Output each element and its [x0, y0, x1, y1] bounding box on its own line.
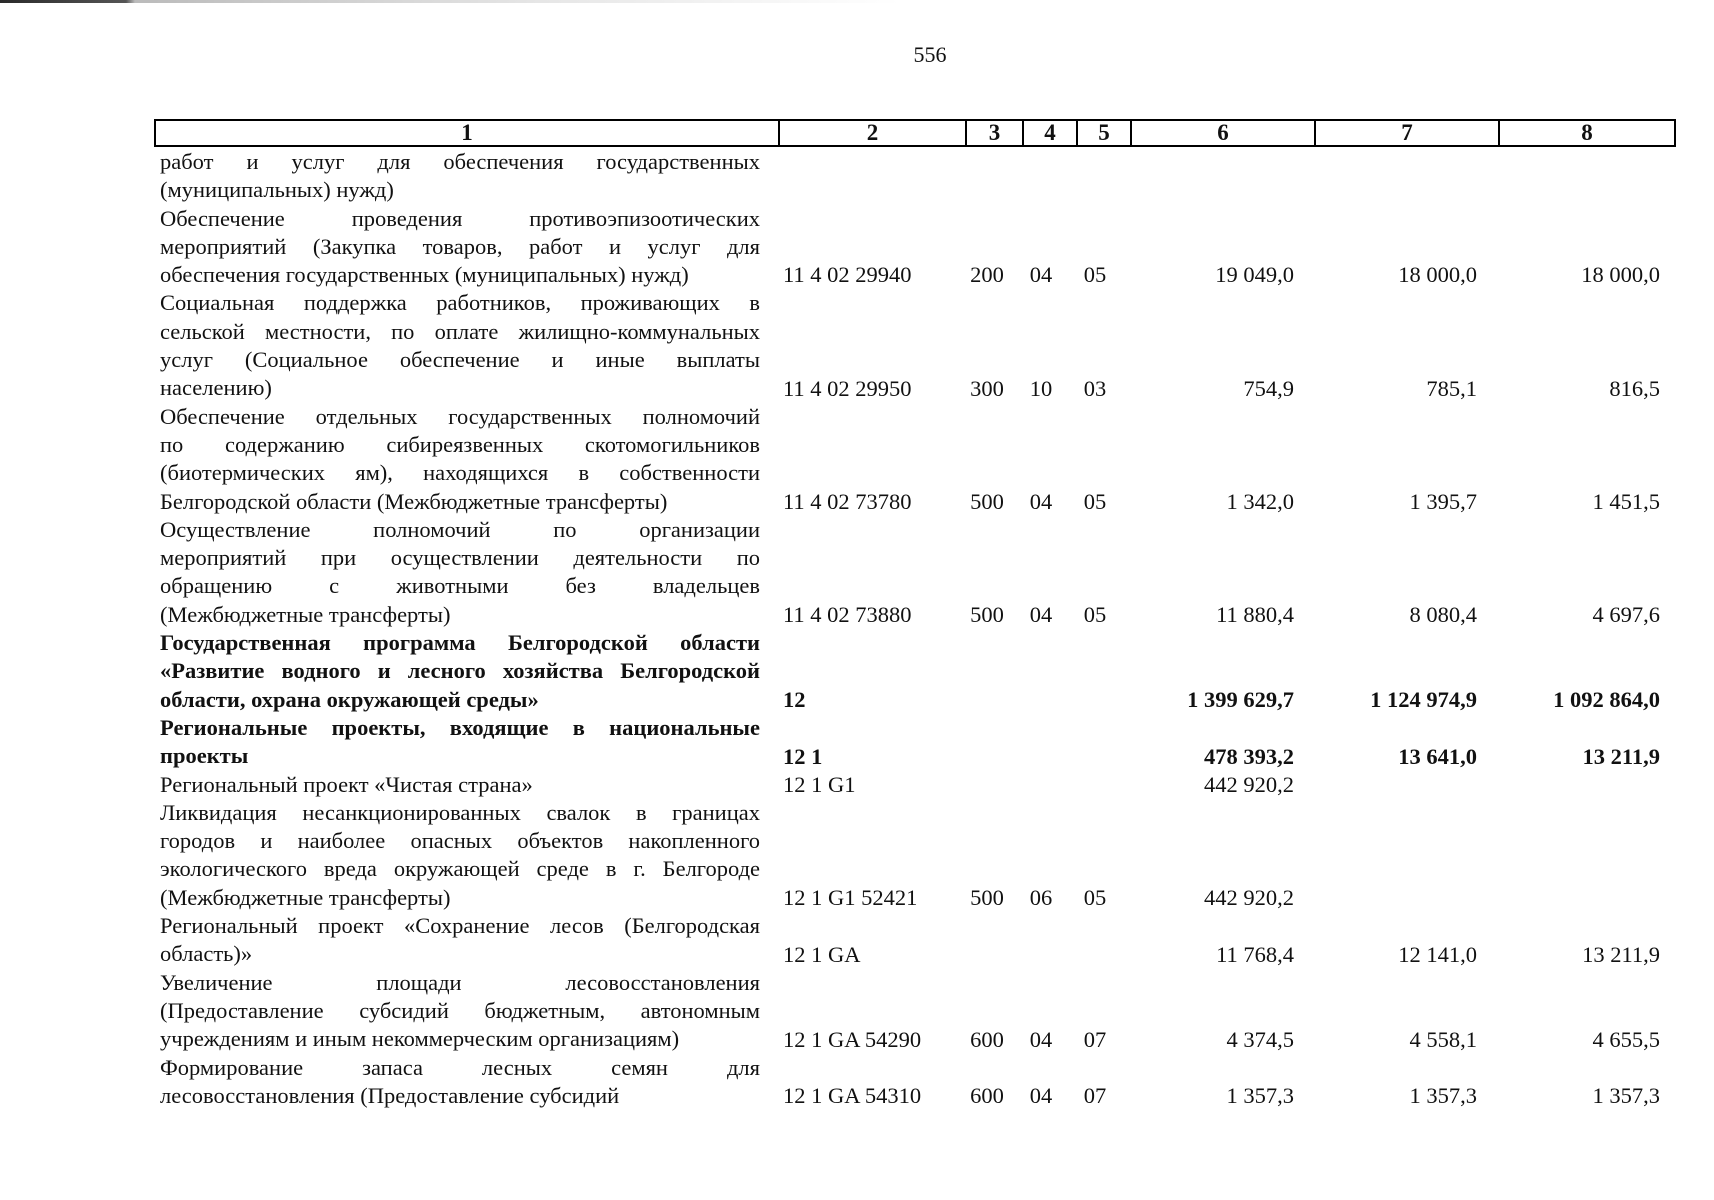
row-value-6: 478 393,2 — [1204, 743, 1294, 769]
header-col-6: 6 — [1131, 120, 1315, 146]
row-col-4: 06 — [1029, 885, 1053, 911]
row-value-8: 13 211,9 — [1582, 941, 1660, 967]
row-col-4: 04 — [1029, 262, 1053, 288]
row-value-7: 12 141,0 — [1398, 941, 1477, 967]
description-line: область)» — [160, 941, 253, 967]
row-code: 11 4 02 29950 — [783, 375, 912, 401]
row-col-3: 200 — [970, 262, 1004, 288]
table-row — [0, 516, 1714, 629]
description-line: (биотермических ям), находящихся в собственности — [160, 460, 760, 486]
row-value-7: 4 558,1 — [1409, 1026, 1477, 1052]
description-line: учреждениям и иным некоммерческим организациям) — [160, 1026, 680, 1052]
table-row — [0, 969, 1714, 1054]
table-row — [0, 799, 1714, 912]
row-col-3: 500 — [970, 885, 1004, 911]
description-line: работ и услуг для обеспечения государственных — [160, 149, 760, 174]
row-value-8: 4 655,5 — [1592, 1026, 1660, 1052]
table-row — [0, 403, 1714, 516]
row-value-8: 13 211,9 — [1582, 743, 1660, 769]
row-value-8: 1 092 864,0 — [1553, 686, 1660, 712]
row-description — [160, 771, 760, 799]
row-value-6: 19 049,0 — [1215, 262, 1294, 288]
header-col-1: 1 — [155, 120, 779, 146]
description-line: проекты — [160, 743, 249, 769]
description-line: обращению с животными без владельцев — [160, 573, 760, 599]
row-col-3: 600 — [970, 1026, 1004, 1052]
row-description — [160, 516, 760, 629]
row-description — [160, 289, 760, 402]
header-col-7: 7 — [1315, 120, 1499, 146]
description-line: обеспечения государственных (муниципальных) нужд) — [160, 262, 689, 288]
row-col-5: 07 — [1083, 1083, 1107, 1109]
row-code: 11 4 02 73780 — [783, 488, 912, 514]
row-value-7: 18 000,0 — [1398, 262, 1477, 288]
description-line: мероприятий при осуществлении деятельности по — [160, 545, 760, 571]
row-code: 12 — [783, 686, 806, 712]
header-col-4: 4 — [1023, 120, 1077, 146]
row-value-7: 8 080,4 — [1409, 602, 1477, 628]
row-code: 12 1 GA 54290 — [783, 1026, 922, 1052]
row-col-3: 600 — [970, 1083, 1004, 1109]
row-value-6: 11 768,4 — [1216, 941, 1294, 967]
description-line: лесовосстановления (Предоставление субсидий — [160, 1082, 620, 1108]
description-line: «Развитие водного и лесного хозяйства Белгородской — [160, 658, 760, 684]
header-col-8: 8 — [1499, 120, 1675, 146]
row-description — [160, 629, 760, 714]
table-row — [0, 771, 1714, 799]
description-line: Осуществление полномочий по организации — [160, 516, 760, 542]
row-code: 12 1 GA — [783, 941, 861, 967]
table-row — [0, 629, 1714, 714]
row-code: 11 4 02 73880 — [783, 602, 912, 628]
description-line: (Предоставление субсидий бюджетным, автономным — [160, 997, 760, 1023]
description-line: Обеспечение проведения противоэпизоотических — [160, 205, 760, 231]
row-value-6: 1 342,0 — [1226, 488, 1294, 514]
scan-edge — [0, 0, 900, 3]
row-col-5: 05 — [1083, 488, 1107, 514]
table-row — [0, 148, 1714, 205]
row-col-5: 03 — [1083, 375, 1107, 401]
row-col-4: 10 — [1029, 375, 1053, 401]
header-col-2: 2 — [779, 120, 966, 146]
row-description — [160, 1054, 760, 1111]
description-line: области, охрана окружающей среды» — [160, 686, 539, 712]
row-col-5: 07 — [1083, 1026, 1107, 1052]
row-value-8: 816,5 — [1609, 375, 1660, 401]
description-line: по содержанию сибиреязвенных скотомогильников — [160, 431, 760, 457]
table-row — [0, 289, 1714, 402]
description-line: городов и наиболее опасных объектов накопленного — [160, 828, 760, 854]
row-value-7: 13 641,0 — [1398, 743, 1477, 769]
page-number: 556 — [913, 42, 947, 67]
row-value-6: 442 920,2 — [1204, 885, 1294, 911]
description-line: (Межбюджетные трансферты) — [160, 884, 451, 910]
row-col-5: 05 — [1083, 885, 1107, 911]
description-line: экологического вреда окружающей среде в г. Белгороде — [160, 856, 760, 882]
row-col-4: 04 — [1029, 602, 1053, 628]
row-description — [160, 912, 760, 969]
row-value-6: 11 880,4 — [1216, 602, 1294, 628]
row-value-7: 1 357,3 — [1409, 1083, 1477, 1109]
row-description — [160, 714, 760, 771]
description-line: Региональный проект «Сохранение лесов (Белгородская — [160, 913, 760, 939]
description-line: Государственная программа Белгородской области — [160, 630, 760, 656]
row-col-3: 500 — [970, 488, 1004, 514]
row-description — [160, 799, 760, 912]
table-row — [0, 714, 1714, 771]
table-body — [0, 148, 1714, 1110]
description-line: услуг (Социальное обеспечение и иные выплаты — [160, 347, 760, 373]
description-line: Формирование запаса лесных семян для — [160, 1054, 760, 1080]
row-code: 12 1 G1 52421 — [783, 885, 918, 911]
row-value-8: 18 000,0 — [1581, 262, 1660, 288]
row-description — [160, 403, 760, 516]
row-description — [160, 205, 760, 290]
row-description — [160, 148, 760, 205]
row-code: 12 1 GA 54310 — [783, 1083, 922, 1109]
description-line: населению) — [160, 375, 272, 401]
row-value-6: 4 374,5 — [1226, 1026, 1294, 1052]
description-line: Региональные проекты, входящие в национальные — [160, 714, 760, 740]
description-line: мероприятий (Закупка товаров, работ и услуг для — [160, 233, 760, 259]
table-row — [0, 1054, 1714, 1111]
header-col-3: 3 — [966, 120, 1023, 146]
description-line: Социальная поддержка работников, проживающих в — [160, 290, 760, 316]
description-line: Ликвидация несанкционированных свалок в границах — [160, 799, 760, 825]
row-value-6: 754,9 — [1243, 375, 1294, 401]
row-col-4: 04 — [1029, 1026, 1053, 1052]
row-code: 12 1 G1 — [783, 771, 856, 797]
row-col-5: 05 — [1083, 602, 1107, 628]
row-col-4: 04 — [1029, 1083, 1053, 1109]
row-value-6: 1 357,3 — [1226, 1083, 1294, 1109]
header-col-5: 5 — [1077, 120, 1131, 146]
description-line: Региональный проект «Чистая страна» — [160, 771, 533, 797]
row-value-7: 785,1 — [1426, 375, 1477, 401]
description-line: сельской местности, по оплате жилищно-коммунальных — [160, 318, 760, 344]
table-header — [154, 119, 1676, 147]
row-description — [160, 969, 760, 1054]
row-value-6: 442 920,2 — [1204, 771, 1294, 797]
row-value-7: 1 124 974,9 — [1370, 686, 1477, 712]
table-row — [0, 912, 1714, 969]
description-line: Белгородской области (Межбюджетные трансферты) — [160, 488, 668, 514]
row-value-7: 1 395,7 — [1409, 488, 1477, 514]
row-value-8: 4 697,6 — [1592, 602, 1660, 628]
row-code: 12 1 — [783, 743, 823, 769]
description-line: Увеличение площади лесовосстановления — [160, 969, 760, 995]
description-line: (муниципальных) нужд) — [160, 177, 394, 203]
row-col-5: 05 — [1083, 262, 1107, 288]
row-value-6: 1 399 629,7 — [1187, 686, 1294, 712]
row-col-3: 500 — [970, 602, 1004, 628]
description-line: (Межбюджетные трансферты) — [160, 601, 451, 627]
row-value-8: 1 451,5 — [1592, 488, 1660, 514]
row-value-8: 1 357,3 — [1592, 1083, 1660, 1109]
description-line: Обеспечение отдельных государственных полномочий — [160, 403, 760, 429]
row-col-4: 04 — [1029, 488, 1053, 514]
row-code: 11 4 02 29940 — [783, 262, 912, 288]
row-col-3: 300 — [970, 375, 1004, 401]
table-row — [0, 205, 1714, 290]
